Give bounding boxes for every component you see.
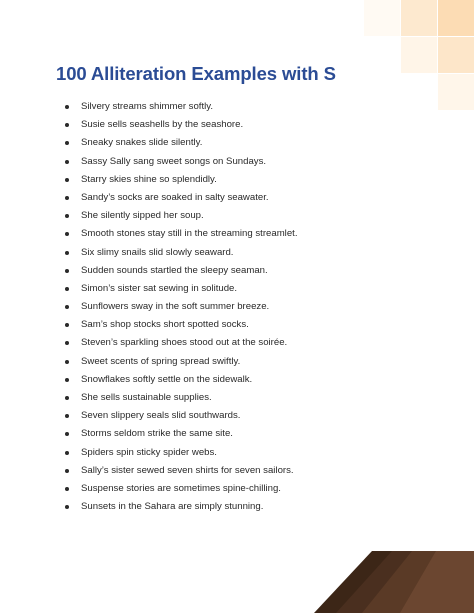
list-item [62, 444, 297, 462]
list-item-text: Spiders spin sticky spider webs. [81, 446, 217, 458]
list-item [62, 189, 297, 207]
bullet-icon [65, 123, 69, 127]
corner-decoration-top [364, 0, 474, 110]
list-item-text: Sandy’s socks are soaked in salty seawater. [81, 191, 269, 203]
list-item [62, 280, 297, 298]
list-item-text: She silently sipped her soup. [81, 210, 204, 222]
list-item-text: Silvery streams shimmer softly. [81, 101, 214, 112]
list-item [62, 462, 297, 480]
list-item-text: Seven slippery seals slid southwards. [81, 410, 241, 422]
bullet-icon [65, 160, 69, 164]
bullet-icon [65, 396, 69, 400]
list-item-text: Sunsets in the Sahara are simply stunning. [81, 501, 264, 513]
bullet-icon [65, 360, 69, 364]
bullet-icon [65, 141, 69, 145]
list-item [62, 153, 297, 171]
list-item-text: Starry skies shine so splendidly. [81, 173, 217, 185]
examples-list [62, 98, 297, 516]
list-item-text: Smooth stones stay still in the streaming streamlet. [81, 228, 298, 240]
bullet-icon [65, 178, 69, 182]
bullet-icon [65, 269, 69, 273]
bullet-icon [65, 251, 69, 255]
list-item [62, 225, 297, 243]
bullet-icon [65, 341, 69, 345]
bullet-icon [65, 378, 69, 382]
list-item [62, 353, 297, 371]
page-title: 100 Alliteration Examples with S [56, 63, 336, 84]
bullet-icon [65, 287, 69, 291]
bullet-icon [65, 505, 69, 509]
list-item [62, 171, 297, 189]
bullet-icon [65, 214, 69, 218]
bullet-icon [65, 232, 69, 236]
list-item-text: Sam’s shop stocks short spotted socks. [81, 319, 249, 331]
list-item [62, 389, 297, 407]
list-item-text: Six slimy snails slid slowly seaward. [81, 246, 234, 258]
list-item [62, 407, 297, 425]
list-item [62, 425, 297, 443]
list-item-text: Sally’s sister sewed seven shirts for seven sailors. [81, 464, 294, 476]
list-item [62, 334, 297, 352]
list-item-text: Simon’s sister sat sewing in solitude. [81, 282, 238, 294]
list-item [62, 262, 297, 280]
bullet-icon [65, 105, 69, 109]
list-item [62, 244, 297, 262]
corner-decoration-bottom [314, 551, 474, 613]
list-item [62, 207, 297, 225]
bullet-icon [65, 469, 69, 473]
list-item [62, 316, 297, 334]
list-item-text: Sweet scents of spring spread swiftly. [81, 355, 241, 367]
list-item-text: Storms seldom strike the same site. [81, 428, 233, 440]
list-item-text: Sunflowers sway in the soft summer breeze. [81, 301, 270, 313]
list-item-text: Sassy Sally sang sweet songs on Sundays. [81, 155, 267, 167]
list-item [62, 371, 297, 389]
list-item [62, 134, 297, 152]
list-item-text: Sneaky snakes slide silently. [81, 137, 203, 149]
bullet-icon [65, 451, 69, 455]
bullet-icon [65, 414, 69, 418]
list-item-text: Snowflakes softly settle on the sidewalk. [81, 373, 253, 385]
list-item-text: Suspense stories are sometimes spine-chilling. [81, 482, 281, 494]
bullet-icon [65, 305, 69, 309]
bullet-icon [65, 487, 69, 491]
list-item [62, 480, 297, 498]
list-item-text: Steven’s sparkling shoes stood out at the soirée. [81, 337, 288, 349]
list-item-text: She sells sustainable supplies. [81, 392, 212, 403]
bullet-icon [65, 323, 69, 327]
list-item [62, 298, 297, 316]
list-item [62, 116, 297, 134]
list-item-text: Susie sells seashells by the seashore. [81, 119, 244, 131]
bullet-icon [65, 432, 69, 436]
list-item [62, 98, 297, 116]
list-item-text: Sudden sounds startled the sleepy seaman. [81, 264, 268, 276]
bullet-icon [65, 196, 69, 200]
list-item [62, 498, 297, 516]
